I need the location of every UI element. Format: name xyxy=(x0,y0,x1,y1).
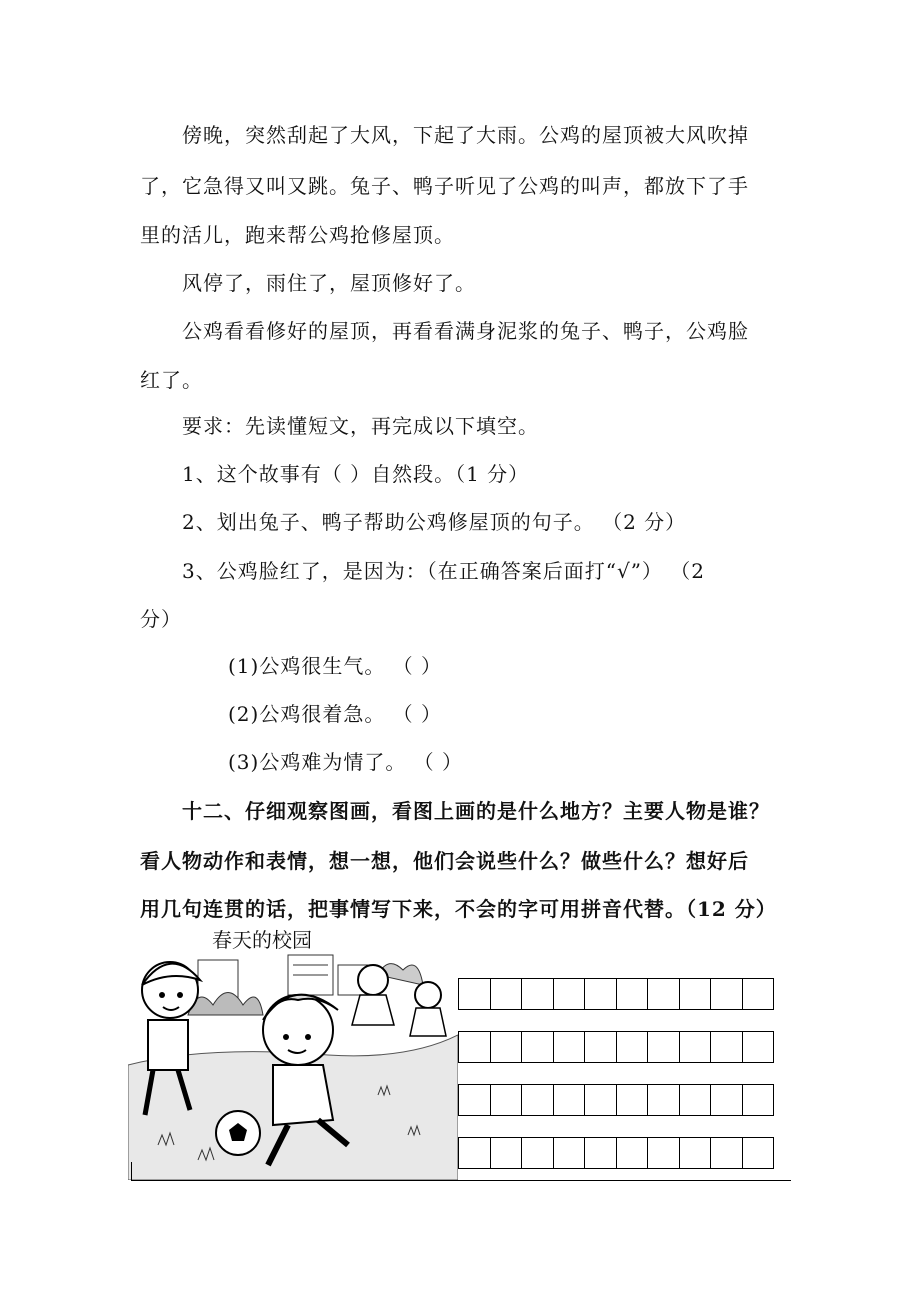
section-12-line: 看人物动作和表情，想一想，他们会说些什么？做些什么？想好后 xyxy=(140,849,749,873)
grid-cell[interactable] xyxy=(553,978,586,1010)
grid-cell[interactable] xyxy=(616,1084,649,1116)
grid-cell[interactable] xyxy=(521,1031,554,1063)
campus-illustration xyxy=(128,945,458,1180)
story-line: 红了。 xyxy=(140,368,203,392)
grid-cell[interactable] xyxy=(679,1137,712,1169)
grid-cell[interactable] xyxy=(710,1084,743,1116)
question-2: 2、划出兔子、鸭子帮助公鸡修屋顶的句子。 （2 分） xyxy=(182,510,687,534)
grid-cell[interactable] xyxy=(616,978,649,1010)
story-line: 了，它急得又叫又跳。兔子、鸭子听见了公鸡的叫声，都放下了手 xyxy=(140,174,749,198)
grid-row xyxy=(458,1137,774,1171)
grid-cell[interactable] xyxy=(616,1137,649,1169)
grid-cell[interactable] xyxy=(553,1137,586,1169)
grid-cell[interactable] xyxy=(490,1084,523,1116)
grid-cell[interactable] xyxy=(584,1084,617,1116)
illustration-caption: 春天的校园 xyxy=(212,928,312,952)
story-line: 傍晚，突然刮起了大风，下起了大雨。公鸡的屋顶被大风吹掉 xyxy=(182,123,749,147)
grid-cell[interactable] xyxy=(490,1031,523,1063)
section-12-line: 十二、仔细观察图画，看图上画的是什么地方？主要人物是谁？ xyxy=(182,799,770,823)
grid-cell[interactable] xyxy=(679,1031,712,1063)
grid-cell[interactable] xyxy=(710,978,743,1010)
grid-cell[interactable] xyxy=(584,1031,617,1063)
grid-cell[interactable] xyxy=(584,978,617,1010)
grid-cell[interactable] xyxy=(742,1137,775,1169)
grid-cell[interactable] xyxy=(521,1137,554,1169)
story-line: 里的活儿，跑来帮公鸡抢修屋顶。 xyxy=(140,223,455,247)
grid-cell[interactable] xyxy=(679,1084,712,1116)
grid-cell[interactable] xyxy=(458,1031,491,1063)
question-3-cont: 分） xyxy=(140,607,182,631)
grid-cell[interactable] xyxy=(458,978,491,1010)
grid-cell[interactable] xyxy=(647,978,680,1010)
grid-cell[interactable] xyxy=(647,1031,680,1063)
option-2: (2)公鸡很着急。 （ ） xyxy=(228,702,443,726)
section-12-line: 用几句连贯的话，把事情写下来，不会的字可用拼音代替。（12 分） xyxy=(140,897,777,921)
grid-cell[interactable] xyxy=(553,1084,586,1116)
grid-cell[interactable] xyxy=(647,1084,680,1116)
option-3: (3)公鸡难为情了。 （ ） xyxy=(228,750,464,774)
frame-left-tick xyxy=(131,1162,132,1181)
grid-cell[interactable] xyxy=(616,1031,649,1063)
grid-cell[interactable] xyxy=(647,1137,680,1169)
grid-row xyxy=(458,1031,774,1065)
instruction: 要求：先读懂短文，再完成以下填空。 xyxy=(182,414,539,438)
grid-cell[interactable] xyxy=(521,978,554,1010)
question-1: 1、这个故事有（ ）自然段。（1 分） xyxy=(182,462,530,486)
grid-cell[interactable] xyxy=(458,1084,491,1116)
story-line: 风停了，雨住了，屋顶修好了。 xyxy=(182,271,476,295)
grid-cell[interactable] xyxy=(742,978,775,1010)
frame-baseline xyxy=(131,1180,791,1181)
grid-cell[interactable] xyxy=(679,978,712,1010)
grid-cell[interactable] xyxy=(458,1137,491,1169)
grid-cell[interactable] xyxy=(742,1031,775,1063)
grid-cell[interactable] xyxy=(710,1137,743,1169)
grid-cell[interactable] xyxy=(490,978,523,1010)
writing-grid xyxy=(458,978,774,1190)
grid-cell[interactable] xyxy=(742,1084,775,1116)
question-3: 3、公鸡脸红了，是因为：（在正确答案后面打“√”） （2 xyxy=(182,559,705,583)
grid-row xyxy=(458,1084,774,1118)
grid-cell[interactable] xyxy=(710,1031,743,1063)
grid-cell[interactable] xyxy=(584,1137,617,1169)
grid-cell[interactable] xyxy=(490,1137,523,1169)
grid-row xyxy=(458,978,774,1012)
story-line: 公鸡看看修好的屋顶，再看看满身泥浆的兔子、鸭子，公鸡脸 xyxy=(182,319,749,343)
grid-cell[interactable] xyxy=(521,1084,554,1116)
option-1: (1)公鸡很生气。 （ ） xyxy=(228,654,443,678)
grid-cell[interactable] xyxy=(553,1031,586,1063)
